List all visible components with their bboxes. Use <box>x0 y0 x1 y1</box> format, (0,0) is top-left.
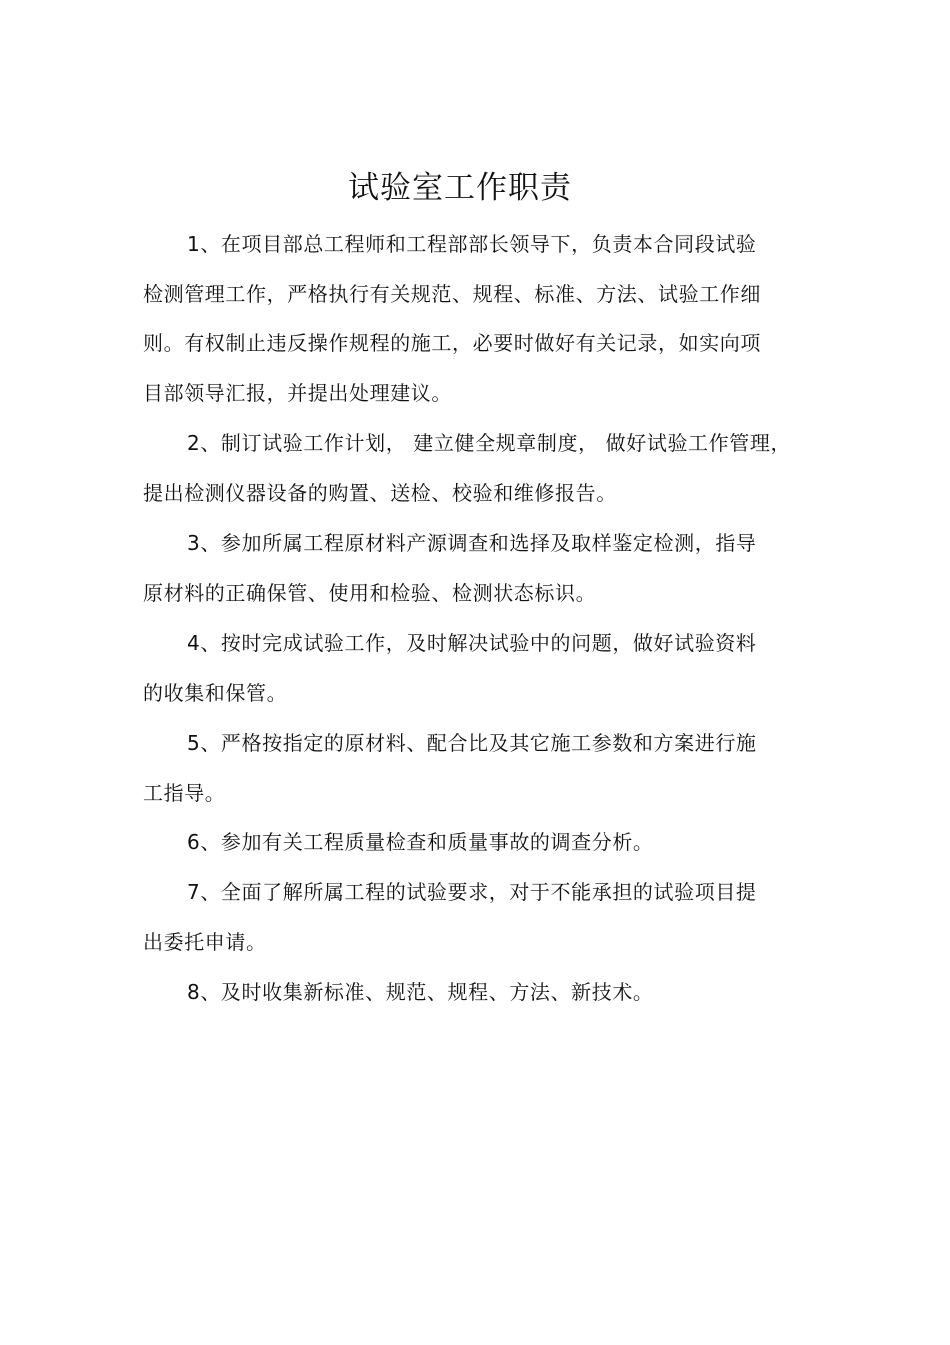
duty-5-line-1: 5、严格按指定的原材料、配合比及其它施工参数和方案进行施 <box>187 731 757 755</box>
duty-7-line-1: 7、全面了解所属工程的试验要求，对于不能承担的试验项目提 <box>187 880 757 904</box>
duty-3-line-2: 原材料的正确保管、使用和检验、检测状态标识。 <box>143 581 597 605</box>
document-title: 试验室工作职责 <box>348 170 572 206</box>
duty-2-line-2: 提出检测仪器设备的购置、送检、校验和维修报告。 <box>143 481 617 505</box>
duty-1-line-4: 目部领导汇报，并提出处理建议。 <box>143 381 452 405</box>
duty-2-line-1: 2、制订试验工作计划， 建立健全规章制度， 做好试验工作管理， <box>187 431 792 455</box>
duty-1-line-2: 检测管理工作，严格执行有关规范、规程、标准、方法、试验工作细 <box>143 282 761 306</box>
duty-1-line-1: 1、在项目部总工程师和工程部部长领导下，负责本合同段试验 <box>187 232 757 256</box>
duty-7-line-2: 出委托申请。 <box>143 930 267 954</box>
duty-4-line-1: 4、按时完成试验工作，及时解决试验中的问题，做好试验资料 <box>187 631 757 655</box>
duty-5-line-2: 工指导。 <box>143 781 226 805</box>
duty-3-line-1: 3、参加所属工程原材料产源调查和选择及取样鉴定检测，指导 <box>187 531 757 555</box>
duty-4-line-2: 的收集和保管。 <box>143 681 288 705</box>
duty-8-line-1: 8、及时收集新标准、规范、规程、方法、新技术。 <box>187 980 654 1004</box>
duty-6-line-1: 6、参加有关工程质量检查和质量事故的调查分析。 <box>187 830 654 854</box>
duty-1-line-3: 则。有权制止违反操作规程的施工，必要时做好有关记录，如实向项 <box>143 331 761 355</box>
